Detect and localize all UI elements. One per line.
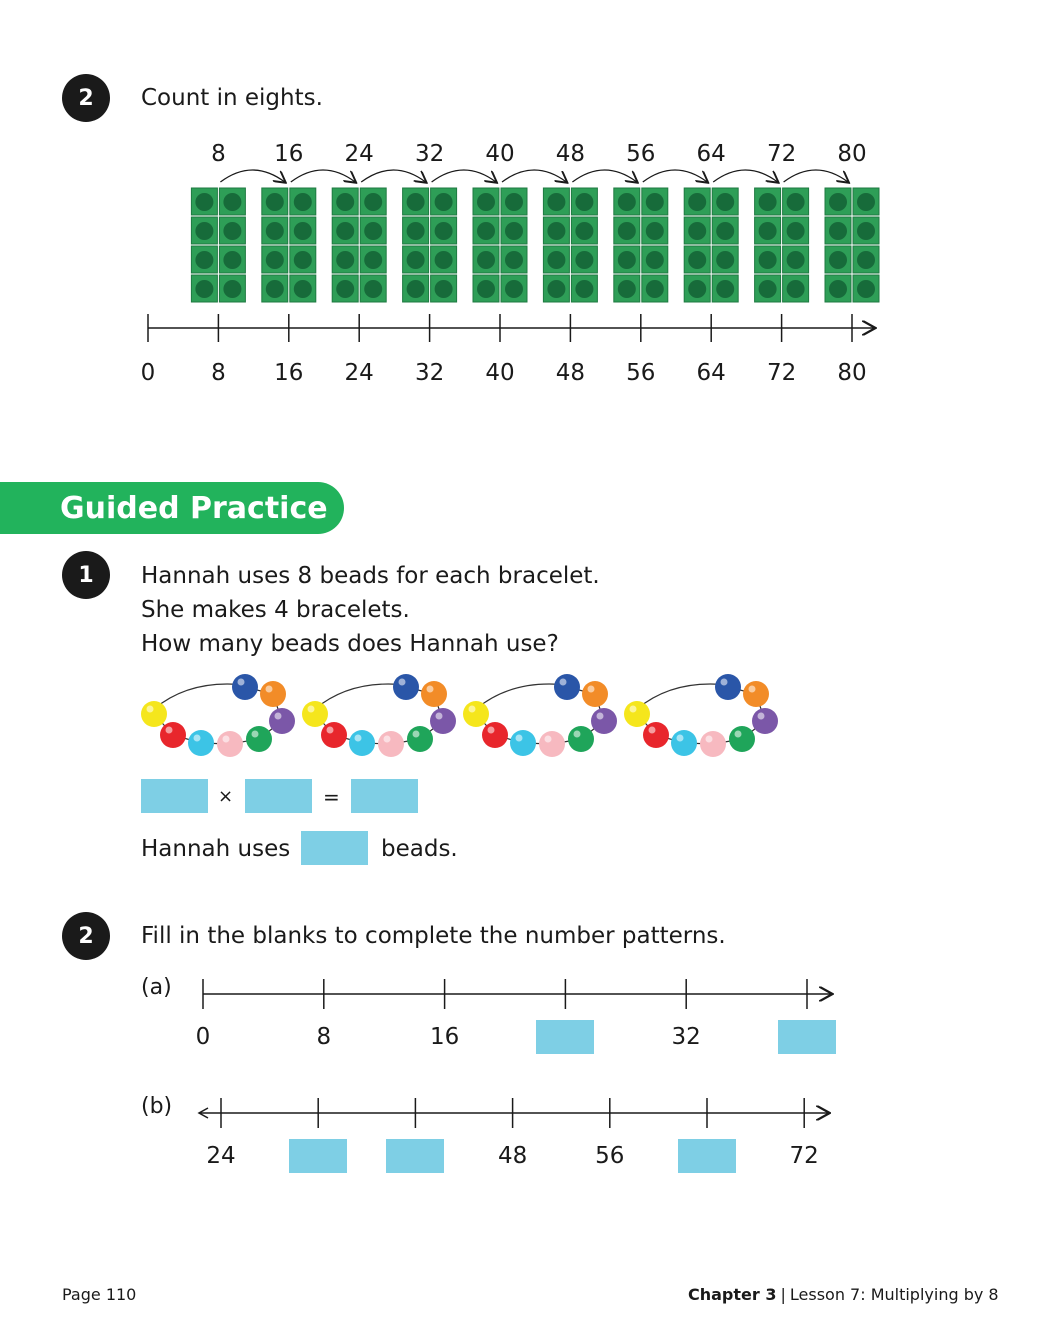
bead [349,730,375,756]
bead-highlight [749,686,756,693]
count-label: 8 [211,141,226,167]
bead [568,726,594,752]
cube-dot [646,251,664,269]
cube-dot [407,280,425,298]
hop-arrow [502,170,566,182]
cube-dot [857,222,875,240]
cube-tower [614,188,668,302]
cube-dot [477,251,495,269]
axis-label: 16 [429,1024,460,1050]
bead [510,730,536,756]
cube-dot [829,280,847,298]
cube-dot [407,222,425,240]
cube-dot [266,280,284,298]
bracelet [302,674,456,757]
cube-dot [759,222,777,240]
bead-highlight [166,727,173,734]
bead [188,730,214,756]
cube-tower [825,188,879,302]
cube-dot [688,222,706,240]
bead-highlight [413,731,420,738]
bead [715,674,741,700]
equals-sign: = [323,785,340,809]
bead [269,708,295,734]
cube-dot [364,222,382,240]
bracelets-illustration [130,665,810,765]
cube-dot [759,193,777,211]
bead-highlight [427,686,434,693]
cube-dot [336,193,354,211]
answer-blank[interactable] [141,779,208,813]
cube-dot [505,280,523,298]
question-number-badge: 2 [62,912,110,960]
cube-dot [435,193,453,211]
cube-dot [829,222,847,240]
answer-blank[interactable] [678,1139,736,1173]
cube-dot [195,193,213,211]
bead [160,722,186,748]
cube-dot [716,280,734,298]
axis-label: 0 [195,1024,211,1050]
answer-blank[interactable] [301,831,368,865]
cube-dot [294,222,312,240]
cube-dot [547,280,565,298]
count-label: 40 [485,141,515,167]
page-number: Page 110 [62,1285,137,1304]
cube-dot [857,251,875,269]
cube-dot [716,251,734,269]
cube-dot [829,251,847,269]
bead [582,681,608,707]
cube-dot [195,222,213,240]
bracelet-string [476,684,567,709]
part-label-b: (b) [141,1094,173,1119]
cube-dot [646,280,664,298]
cube-dot [223,193,241,211]
cube-tower [191,188,245,302]
bead [539,731,565,757]
bead-highlight [355,735,362,742]
bead [321,722,347,748]
cube-dot [575,280,593,298]
cube-dot [435,280,453,298]
cube-dot [364,251,382,269]
cube-dot [688,280,706,298]
bead-highlight [266,686,273,693]
bead-highlight [238,679,245,686]
hop-arrow [432,170,496,182]
times-sign: × [218,786,234,807]
cube-dot [364,193,382,211]
bead-highlight [488,727,495,734]
axis-label: 56 [626,360,656,386]
cube-dot [547,251,565,269]
cube-dot [294,193,312,211]
count-label: 48 [555,141,586,167]
cube-dot [618,280,636,298]
cube-dot [759,251,777,269]
bead-highlight [721,679,728,686]
cube-dot [547,222,565,240]
cube-dot [575,193,593,211]
count-label: 24 [344,141,374,167]
bead [591,708,617,734]
answer-blank[interactable] [245,779,312,813]
cube-dot [787,222,805,240]
bead-highlight [194,735,201,742]
axis-label: 24 [206,1143,236,1169]
lesson-label: Lesson 7: Multiplying by 8 [789,1285,999,1304]
bead-highlight [735,731,742,738]
cube-tower [332,188,386,302]
cube-tower [755,188,809,302]
cube-dot [688,193,706,211]
count-label: 16 [274,141,304,167]
cube-dot [547,193,565,211]
bead [302,701,328,727]
answer-blank[interactable] [386,1139,444,1173]
cube-dot [223,251,241,269]
axis-label: 56 [595,1143,625,1169]
bead [482,722,508,748]
bracelet-string [154,684,245,709]
axis-label: 64 [696,360,726,386]
cube-dot [477,222,495,240]
bead-highlight [706,736,713,743]
cube-dot [223,280,241,298]
cube-dot [618,193,636,211]
cube-dot [336,222,354,240]
answer-blank[interactable] [536,1020,594,1054]
bead-highlight [399,679,406,686]
bead [430,708,456,734]
axis-label: 32 [414,360,445,386]
cube-dot [294,280,312,298]
axis-label: 16 [274,360,304,386]
count-label: 64 [696,141,726,167]
bead [246,726,272,752]
cube-dot [716,222,734,240]
hop-arrow [220,170,284,182]
question-line: She makes 4 bracelets. [141,597,410,623]
axis-label: 0 [140,360,156,386]
axis-label: 32 [671,1024,701,1050]
cube-dot [787,251,805,269]
cube-dot [195,251,213,269]
bead [729,726,755,752]
bead [643,722,669,748]
cube-dot [195,280,213,298]
bracelet-string [315,684,406,709]
bead [393,674,419,700]
cube-dot [688,251,706,269]
bead [463,701,489,727]
bead [700,731,726,757]
axis-label: 72 [766,360,797,386]
hop-arrow [784,170,848,182]
bead [743,681,769,707]
cube-dot [646,193,664,211]
bracelet-string [637,684,728,709]
bead-highlight [649,727,656,734]
bead-highlight [252,731,259,738]
question-prompt: Count in eights. [141,85,323,111]
cube-dot [857,280,875,298]
bead [407,726,433,752]
cube-dot [266,193,284,211]
cube-dot [505,251,523,269]
cube-dot [618,222,636,240]
cube-tower [473,188,527,302]
bead-highlight [327,727,334,734]
count-label: 72 [766,141,797,167]
bead-highlight [588,686,595,693]
bead [141,701,167,727]
bead-highlight [545,736,552,743]
question-line: How many beads does Hannah use? [141,631,559,657]
answer-prefix: Hannah uses [141,836,291,862]
cube-dot [407,251,425,269]
answer-blank[interactable] [351,779,418,813]
axis-label: 8 [316,1024,332,1050]
bead-highlight [275,713,282,720]
axis-label: 24 [344,360,374,386]
question-line: Hannah uses 8 beads for each bracelet. [141,563,600,589]
cube-dot [505,222,523,240]
cube-dot [407,193,425,211]
cube-dot [266,222,284,240]
count-label: 80 [837,141,867,167]
bead [421,681,447,707]
axis-label: 40 [485,360,515,386]
cube-dot [294,251,312,269]
hop-arrow [713,170,777,182]
cube-dot [787,280,805,298]
bead [554,674,580,700]
bead-highlight [469,706,476,713]
hop-arrow [572,170,636,182]
bracelet [141,674,295,757]
cube-dot [829,193,847,211]
cube-dot [857,193,875,211]
bead-highlight [560,679,567,686]
bead-highlight [223,736,230,743]
bead [378,731,404,757]
cube-dot [759,280,777,298]
cube-dot [477,193,495,211]
answer-blank[interactable] [778,1020,836,1054]
bead-highlight [436,713,443,720]
bead-highlight [597,713,604,720]
axis-label: 48 [497,1143,528,1169]
hop-arrow [291,170,355,182]
count-label: 32 [414,141,445,167]
bead-highlight [630,706,637,713]
cube-dot [505,193,523,211]
bracelet [624,674,778,757]
cube-dot [364,280,382,298]
cube-dot [435,222,453,240]
bead [232,674,258,700]
cube-dot [223,222,241,240]
bead-highlight [758,713,765,720]
bead [752,708,778,734]
axis-label: 8 [211,360,226,386]
cube-tower [262,188,316,302]
guided-practice-banner: Guided Practice [0,482,344,534]
bead-highlight [516,735,523,742]
bead [671,730,697,756]
chapter-label: Chapter 3 [688,1285,777,1304]
bracelet [463,674,617,757]
cube-dot [646,222,664,240]
bead-highlight [308,706,315,713]
bead-highlight [384,736,391,743]
part-label-a: (a) [141,975,172,1000]
cube-dot [336,251,354,269]
cube-dot [336,280,354,298]
cube-tower [684,188,738,302]
axis-label: 72 [789,1143,819,1169]
cube-dot [575,251,593,269]
footer-chapter: Chapter 3 | Lesson 7: Multiplying by 8 [688,1285,999,1304]
count-in-eights-figure [0,0,1040,420]
cube-dot [435,251,453,269]
count-label: 56 [626,141,656,167]
question-number-badge: 1 [62,551,110,599]
bead-highlight [147,706,154,713]
number-pattern-lines [0,960,1040,1190]
bead [624,701,650,727]
bead [217,731,243,757]
axis-label: 48 [555,360,586,386]
bead-highlight [677,735,684,742]
cube-dot [618,251,636,269]
cube-dot [787,193,805,211]
bead-highlight [574,731,581,738]
cube-dot [575,222,593,240]
hop-arrow [643,170,707,182]
question-number-badge: 2 [62,74,110,122]
cube-tower [403,188,457,302]
cube-dot [266,251,284,269]
answer-blank[interactable] [289,1139,347,1173]
cube-tower [543,188,597,302]
question-prompt: Fill in the blanks to complete the number patterns. [141,923,726,949]
cube-dot [716,193,734,211]
answer-suffix: beads. [381,836,458,862]
axis-label: 80 [837,360,867,386]
hop-arrow [361,170,425,182]
cube-dot [477,280,495,298]
bead [260,681,286,707]
